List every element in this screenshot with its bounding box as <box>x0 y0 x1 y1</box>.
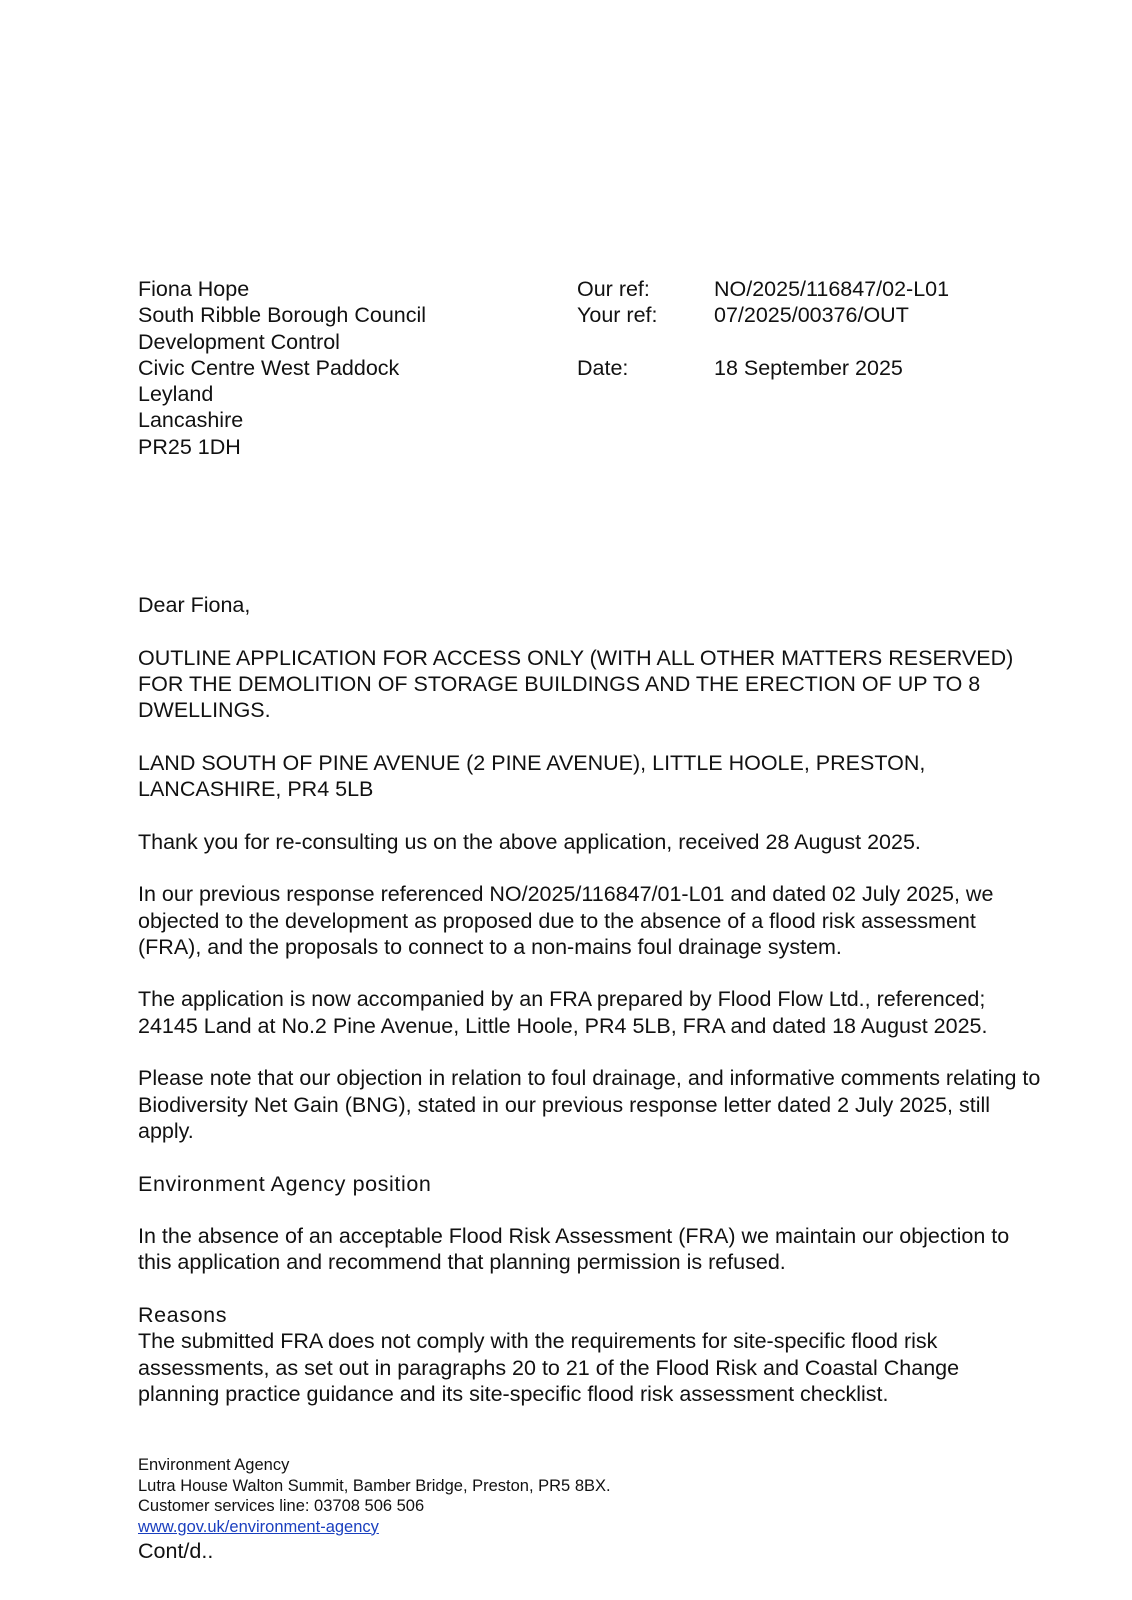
heading-ea-position: Environment Agency position <box>138 1171 432 1196</box>
recipient-name: Fiona Hope <box>138 277 250 301</box>
recipient-postcode: PR25 1DH <box>138 434 241 459</box>
recipient-address <box>138 276 558 460</box>
your-ref-row <box>577 302 1097 328</box>
paragraph-position: In the absence of an acceptable Flood Risk Assessment (FRA) we maintain our objection to this application and recommend that planning permission is refused. <box>138 1224 1010 1275</box>
date-row <box>577 355 1097 381</box>
your-ref-value: 07/2025/00376/OUT <box>714 303 909 328</box>
paragraph-thanks: Thank you for re-consulting us on the above application, received 28 August 2025. <box>138 829 921 854</box>
recipient-department: Development Control <box>138 329 340 354</box>
our-ref-label: Our ref: <box>577 277 650 301</box>
footer <box>138 1455 1038 1537</box>
recipient-county: Lancashire <box>138 408 244 433</box>
paragraph-fra: The application is now accompanied by an FRA prepared by Flood Flow Ltd., referenced; 24145 Land at No.2 Pine Avenue, Little Hoole, PR4 5LB, FRA and dated 18 August 2025. <box>138 987 988 1038</box>
our-ref-row <box>577 276 1097 302</box>
paragraph-previous-response: In our previous response referenced NO/2025/116847/01-L01 and dated 02 July 2025, we objected to the development as proposed due to the absence of a flood risk assessment (FRA), and the proposals to connect to a non-mains foul drainage system. <box>138 882 994 959</box>
date-label: Date: <box>577 355 629 380</box>
salutation: Dear Fiona, <box>138 593 251 617</box>
footer-phone: Customer services line: 03708 506 506 <box>138 1497 425 1515</box>
our-ref-value: NO/2025/116847/02-L01 <box>714 277 950 301</box>
footer-address: Lutra House Walton Summit, Bamber Bridge, Preston, PR5 8BX. <box>138 1476 611 1495</box>
letter-body <box>138 592 1043 1407</box>
footer-org: Environment Agency <box>138 1456 290 1474</box>
recipient-town: Leyland <box>138 382 214 407</box>
recipient-organisation: South Ribble Borough Council <box>138 303 427 328</box>
date-value: 18 September 2025 <box>714 355 903 380</box>
subject-location: LAND SOUTH OF PINE AVENUE (2 PINE AVENUE), LITTLE HOOLE, PRESTON, LANCASHIRE, PR4 5LB <box>138 750 926 802</box>
footer-website-link[interactable]: www.gov.uk/environment-agency <box>138 1517 379 1536</box>
paragraph-reasons: The submitted FRA does not comply with the requirements for site-specific flood risk assessments, as set out in paragraphs 20 to 21 of the Flood Risk and Coastal Change planning practice guidance and its site-specific flood risk assessment checklist. <box>138 1329 960 1406</box>
continued-marker: Cont/d.. <box>138 1539 214 1563</box>
recipient-street: Civic Centre West Paddock <box>138 355 400 380</box>
your-ref-label: Your ref: <box>577 303 658 328</box>
paragraph-note: Please note that our objection in relation to foul drainage, and informative comments relating to Biodiversity Net Gain (BNG), stated in our previous response letter dated 2 July 2025, still apply. <box>138 1066 1041 1143</box>
heading-reasons: Reasons <box>138 1303 228 1328</box>
reference-block <box>577 276 1097 381</box>
subject-title: OUTLINE APPLICATION FOR ACCESS ONLY (WITH ALL OTHER MATTERS RESERVED) FOR THE DEMOLITION OF STORAGE BUILDINGS AND THE ERECTION OF UP TO 8 DWELLINGS. <box>138 645 1014 723</box>
